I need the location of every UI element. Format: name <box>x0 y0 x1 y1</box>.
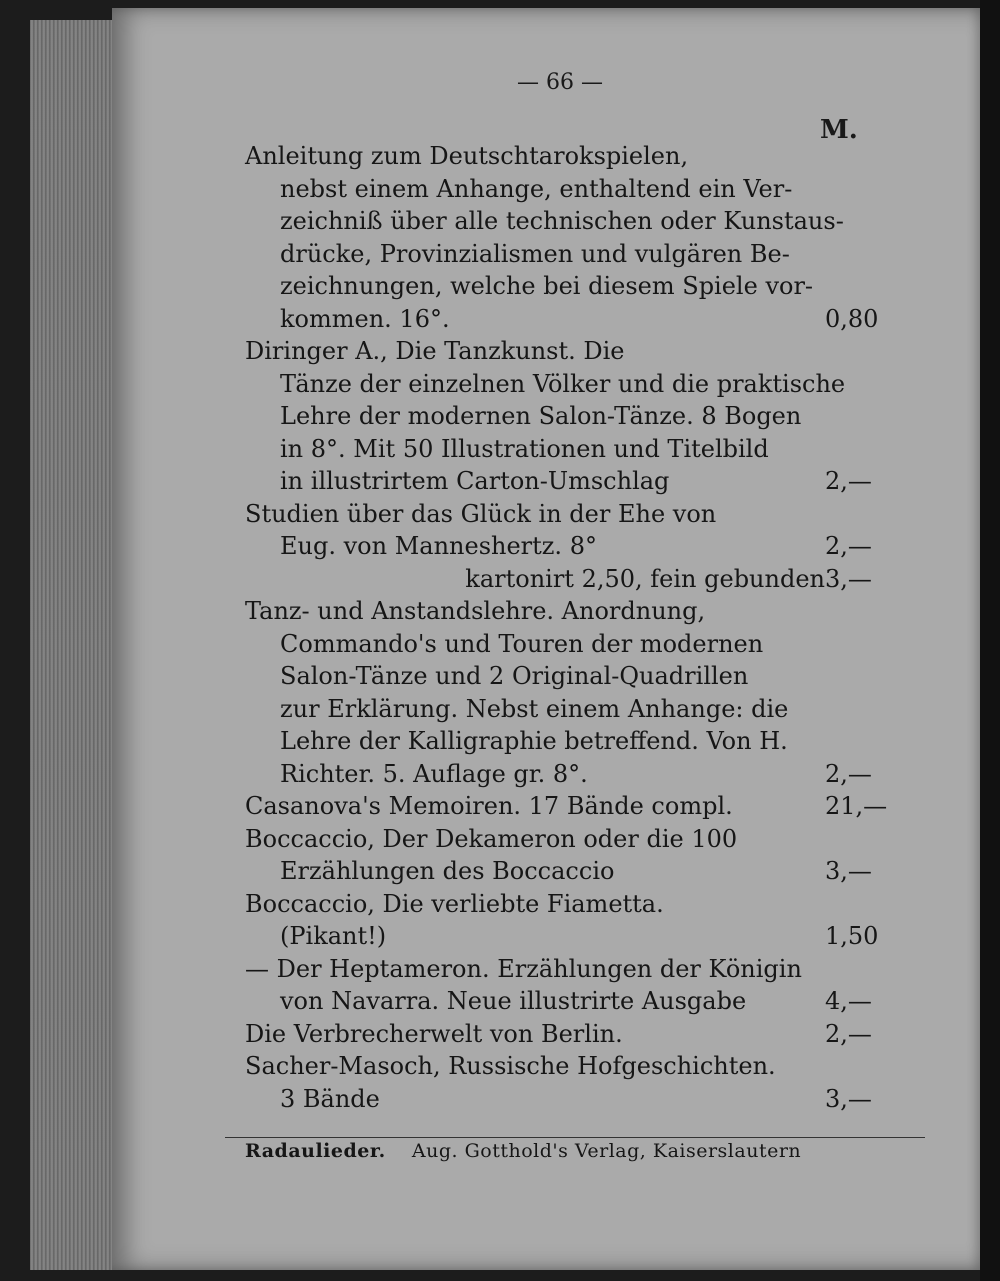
catalog-line <box>245 595 900 628</box>
catalog-line-text: (Pikant!) <box>280 922 387 950</box>
catalog-line <box>245 238 900 271</box>
catalog-line-text: zur Erklärung. Nebst einem Anhange: die <box>280 694 789 723</box>
catalog-line <box>245 660 900 693</box>
catalog-line-text: Boccaccio, Der Dekameron oder die 100 <box>245 824 738 853</box>
catalog-price: 4,— <box>825 987 872 1015</box>
catalog-line <box>245 888 900 921</box>
catalog-line <box>245 823 900 856</box>
footer-rule <box>225 1137 925 1138</box>
catalog-line-text: in 8°. Mit 50 Illustrationen und Titelbild <box>280 434 769 463</box>
footer-series-title: Radaulieder. <box>245 1140 386 1162</box>
catalog-line <box>245 173 900 206</box>
footer-publisher: Aug. Gotthold's Verlag, Kaiserslautern <box>411 1140 802 1162</box>
catalog-price: 2,— <box>825 467 872 495</box>
catalog-line-text: nebst einem Anhange, enthaltend ein Ver- <box>280 174 793 203</box>
catalog-line <box>245 1083 900 1116</box>
catalog-list <box>245 140 900 1115</box>
catalog-price: 3,— <box>825 1084 872 1113</box>
catalog-line-text: 3 Bände <box>280 1084 380 1113</box>
catalog-line-text: Casanova's Memoiren. 17 Bände compl. <box>245 792 733 820</box>
right-background-strip <box>980 0 1000 1281</box>
catalog-line <box>245 140 900 173</box>
catalog-price: 21,— <box>825 792 888 820</box>
catalog-price: 2,— <box>825 532 872 560</box>
catalog-line-text: Tanz- und Anstandslehre. Anordnung, <box>245 597 706 625</box>
catalog-line <box>245 303 900 336</box>
catalog-line-text: kartonirt 2,50, fein gebunden <box>465 564 825 593</box>
catalog-line-text: — Der Heptameron. Erzählungen der Königin <box>245 954 802 983</box>
catalog-line-text: Salon-Tänze und 2 Original-Quadrillen <box>280 662 749 690</box>
catalog-line <box>245 758 900 791</box>
catalog-line <box>245 1018 900 1051</box>
catalog-line-text: Erzählungen des Boccaccio <box>280 857 615 885</box>
catalog-line <box>245 400 900 433</box>
book-page-edges <box>30 20 120 1270</box>
catalog-line <box>245 790 900 823</box>
catalog-line <box>245 498 900 531</box>
catalog-line <box>245 1050 900 1083</box>
catalog-price: 2,— <box>825 759 872 788</box>
catalog-line-text: kommen. 16°. <box>280 304 450 333</box>
catalog-line <box>245 465 900 498</box>
catalog-line-text: Diringer A., Die Tanzkunst. Die <box>245 337 625 365</box>
catalog-line <box>245 270 900 303</box>
catalog-line <box>245 368 900 401</box>
catalog-line-text: Tänze der einzelnen Völker und die praktische <box>280 369 846 398</box>
catalog-line <box>245 855 900 888</box>
catalog-line <box>245 433 900 466</box>
catalog-line-text: Boccaccio, Die verliebte Fiametta. <box>245 889 664 918</box>
catalog-line <box>245 693 900 726</box>
page-number: — 66 — <box>517 70 603 95</box>
catalog-line-text: Lehre der modernen Salon-Tänze. 8 Bogen <box>280 402 802 430</box>
catalog-line-text: Die Verbrecherwelt von Berlin. <box>245 1019 623 1048</box>
catalog-line-text: zeichniß über alle technischen oder Kunstaus- <box>280 207 844 235</box>
currency-column-header: M. <box>820 115 858 145</box>
catalog-line-text: drücke, Provinzialismen und vulgären Be- <box>280 239 790 268</box>
catalog-price: 0,80 <box>825 304 879 333</box>
catalog-line <box>245 530 900 563</box>
catalog-line <box>245 335 900 368</box>
catalog-line <box>245 628 900 661</box>
catalog-price: 3,— <box>825 857 872 885</box>
catalog-line-text: Eug. von Manneshertz. 8° <box>280 532 597 560</box>
catalog-line <box>245 985 900 1018</box>
catalog-line-text: Lehre der Kalligraphie betreffend. Von H. <box>280 727 788 755</box>
catalog-line <box>245 205 900 238</box>
catalog-line-text: Commando's und Touren der modernen <box>280 629 764 658</box>
catalog-line <box>245 953 900 986</box>
catalog-line <box>245 725 900 758</box>
catalog-line-text: von Navarra. Neue illustrirte Ausgabe <box>280 987 747 1015</box>
catalog-line-text: Richter. 5. Auflage gr. 8°. <box>280 759 588 788</box>
footer <box>245 1140 885 1162</box>
catalog-price: 1,50 <box>825 922 879 950</box>
catalog-line-text: zeichnungen, welche bei diesem Spiele vor- <box>280 272 814 300</box>
catalog-line <box>245 920 900 953</box>
catalog-line-text: in illustrirtem Carton-Umschlag <box>280 467 670 495</box>
catalog-price: 2,— <box>825 1019 872 1048</box>
catalog-price: 3,— <box>825 564 872 593</box>
catalog-line-text: Studien über das Glück in der Ehe von <box>245 499 717 528</box>
catalog-line <box>245 563 900 596</box>
catalog-line-text: Anleitung zum Deutschtarokspielen, <box>245 142 689 170</box>
catalog-line-text: Sacher-Masoch, Russische Hofgeschichten. <box>245 1052 776 1080</box>
